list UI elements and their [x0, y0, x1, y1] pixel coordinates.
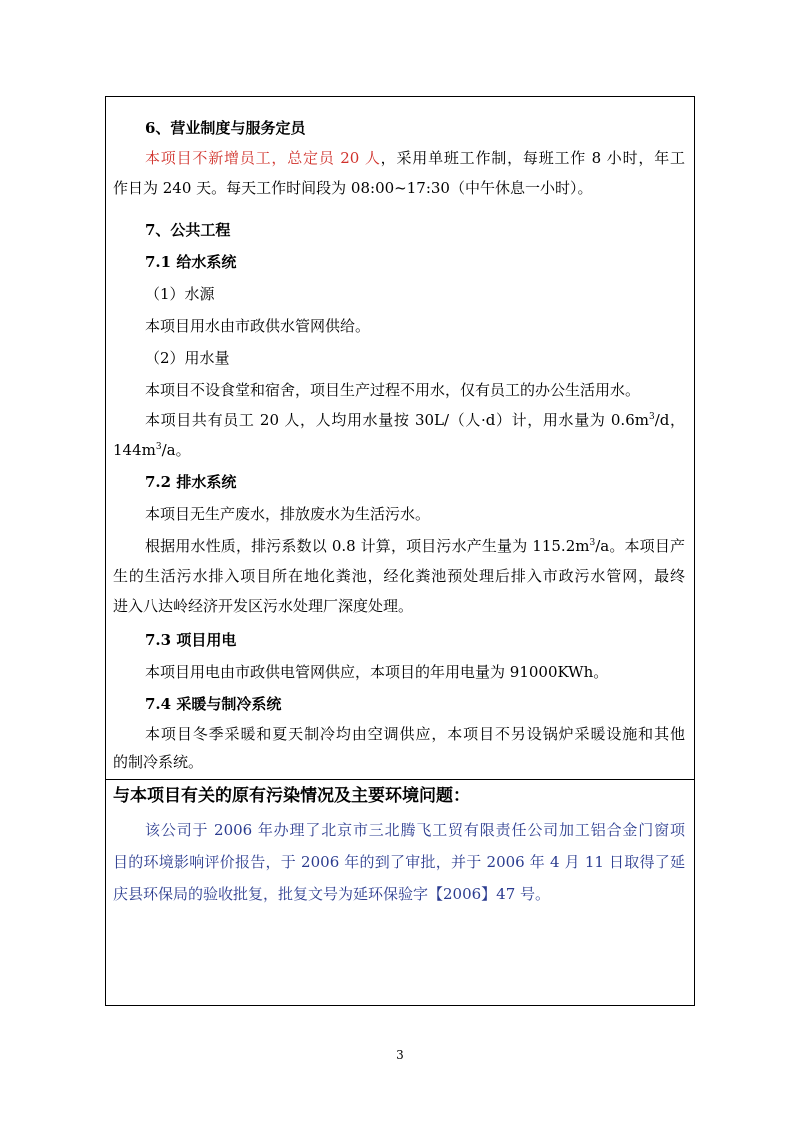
pollution-paragraph-line-2: 目的环境影响评价报告，于 2006 年的到了审批，并于 2006 年 4 月 11 日取得了延	[113, 853, 685, 871]
paragraph-electricity: 本项目用电由市政供电管网供应，本项目的年用电量为 91000KWh。	[145, 663, 609, 681]
paragraph-water-usage-1: 本项目不设食堂和宿舍，项目生产过程不用水，仅有员工的办公生活用水。	[145, 381, 641, 399]
paragraph-water-usage-3	[113, 440, 191, 460]
paragraph-drainage-2	[145, 536, 685, 556]
pollution-paragraph-line-1: 该公司于 2006 年办理了北京市三北腾飞工贸有限责任公司加工铝合金门窗项	[145, 821, 685, 839]
section-7-heading: 7、公共工程	[145, 221, 231, 239]
superscript: 3	[589, 538, 596, 548]
paragraph-drainage-1: 本项目无生产废水，排放废水为生活污水。	[145, 505, 431, 523]
paragraph-heating-2: 的制冷系统。	[113, 753, 204, 771]
table-row-divider	[106, 779, 694, 780]
superscript: 3	[155, 442, 162, 452]
paragraph-drainage-3: 生的生活污水排入项目所在地化粪池，经化粪池预处理后排入市政污水管网，最终	[113, 567, 685, 585]
pollution-section-heading: 与本项目有关的原有污染情况及主要环境问题：	[113, 786, 470, 806]
paragraph-water-source: 本项目用水由市政供水管网供给。	[145, 317, 371, 335]
subheading-water-source: （1）水源	[145, 285, 215, 303]
subheading-water-usage: （2）用水量	[145, 349, 230, 367]
section-7-2-heading: 7.2 排水系统	[145, 473, 237, 491]
pollution-paragraph-line-3: 庆县环保局的验收批复，批复文号为延环保验字【2006】47 号。	[113, 885, 551, 903]
paragraph-text: 根据用水性质，排污系数以 0.8 计算，项目污水产生量为 115.2m	[145, 537, 590, 555]
section-7-3-heading: 7.3 项目用电	[145, 631, 237, 649]
section-6-paragraph-line-2: 作日为 240 天。每天工作时间段为 08:00~17:30（中午休息一小时）。	[113, 179, 593, 197]
paragraph-text: /a。本项目产	[595, 537, 685, 555]
section-7-4-heading: 7.4 采暖与制冷系统	[145, 695, 282, 713]
paragraph-text: /a。	[161, 441, 191, 459]
red-highlight-text: 本项目不新增员工，总定员 20 人	[145, 149, 381, 167]
page-number: 3	[396, 1048, 404, 1062]
paragraph-text: /d，	[654, 411, 686, 429]
paragraph-drainage-4: 进入八达岭经济开发区污水处理厂深度处理。	[113, 597, 414, 615]
paragraph-text: ，采用单班工作制，每班工作 8 小时，年工	[380, 149, 685, 167]
superscript: 3	[648, 412, 655, 422]
paragraph-water-usage-2	[145, 410, 685, 430]
paragraph-text: 144m	[113, 441, 156, 459]
section-7-1-heading: 7.1 给水系统	[145, 253, 237, 271]
section-6-paragraph-line-1	[145, 148, 685, 168]
paragraph-text: 本项目共有员工 20 人，人均用水量按 30L/（人·d）计，用水量为 0.6m	[145, 411, 649, 429]
paragraph-heating-1: 本项目冬季采暖和夏天制冷均由空调供应，本项目不另设锅炉采暖设施和其他	[145, 725, 685, 743]
section-6-heading: 6、营业制度与服务定员	[145, 119, 306, 137]
